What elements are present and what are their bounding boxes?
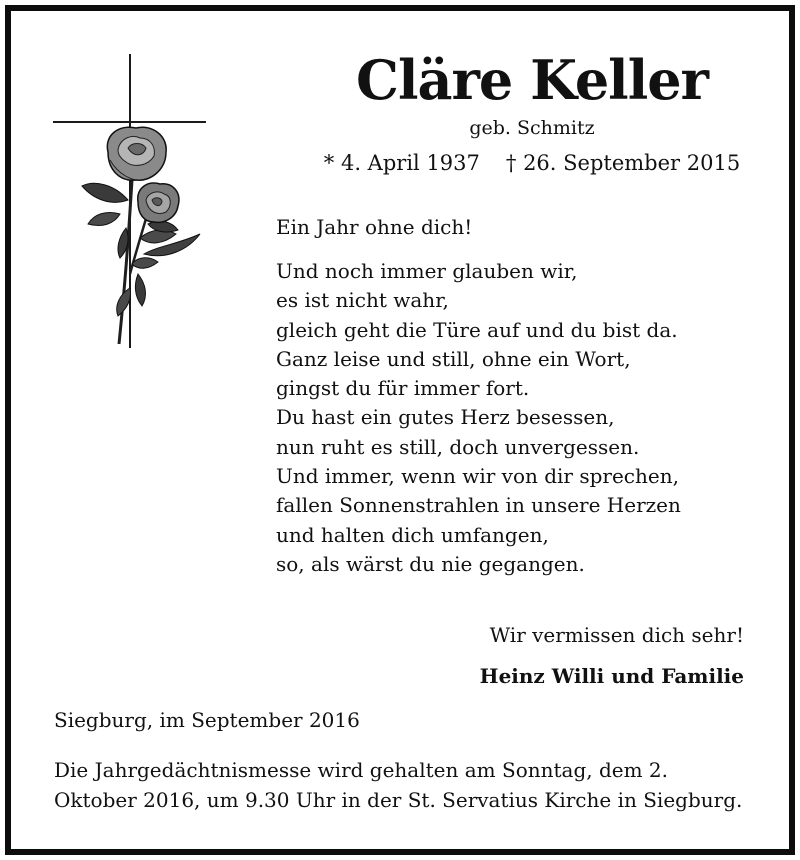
mass-notice: Die Jahrgedächtnismesse wird gehalten am Sonntag, dem 2. Oktober 2016, um 9.30 Uhr in der St. Servatius Kirche in Siegburg. — [54, 758, 743, 812]
deceased-name: Cläre Keller — [355, 48, 709, 112]
poem-line: fallen Sonnenstrahlen in unsere Herzen — [276, 493, 681, 518]
lead-line: Ein Jahr ohne dich! — [276, 215, 473, 239]
poem-line: Und immer, wenn wir von dir sprechen, — [276, 464, 679, 489]
poem-line: gleich geht die Türe auf und du bist da. — [276, 317, 678, 342]
poem-line: Du hast ein gutes Herz besessen, — [276, 405, 615, 430]
place-date: Siegburg, im September 2016 — [54, 708, 360, 732]
cross-with-rose-icon — [48, 52, 210, 352]
birth-date: * 4. April 1937 — [323, 151, 480, 175]
birth-name: geb. Schmitz — [469, 117, 595, 139]
life-dates — [272, 148, 792, 178]
poem — [276, 257, 681, 579]
closing-line: Wir vermissen dich sehr! — [489, 623, 744, 647]
poem-line: Und noch immer glauben wir, — [276, 259, 578, 283]
poem-line: gingst du für immer fort. — [276, 376, 530, 401]
poem-line: es ist nicht wahr, — [276, 288, 449, 313]
poem-line: so, als wärst du nie gegangen. — [276, 551, 585, 576]
poem-line: nun ruht es still, doch unvergessen. — [276, 434, 640, 459]
death-date: † 26. September 2015 — [505, 151, 741, 175]
poem-line: und halten dich umfangen, — [276, 522, 549, 547]
poem-line: Ganz leise und still, ohne ein Wort, — [276, 346, 631, 371]
signature: Heinz Willi und Familie — [479, 664, 744, 688]
